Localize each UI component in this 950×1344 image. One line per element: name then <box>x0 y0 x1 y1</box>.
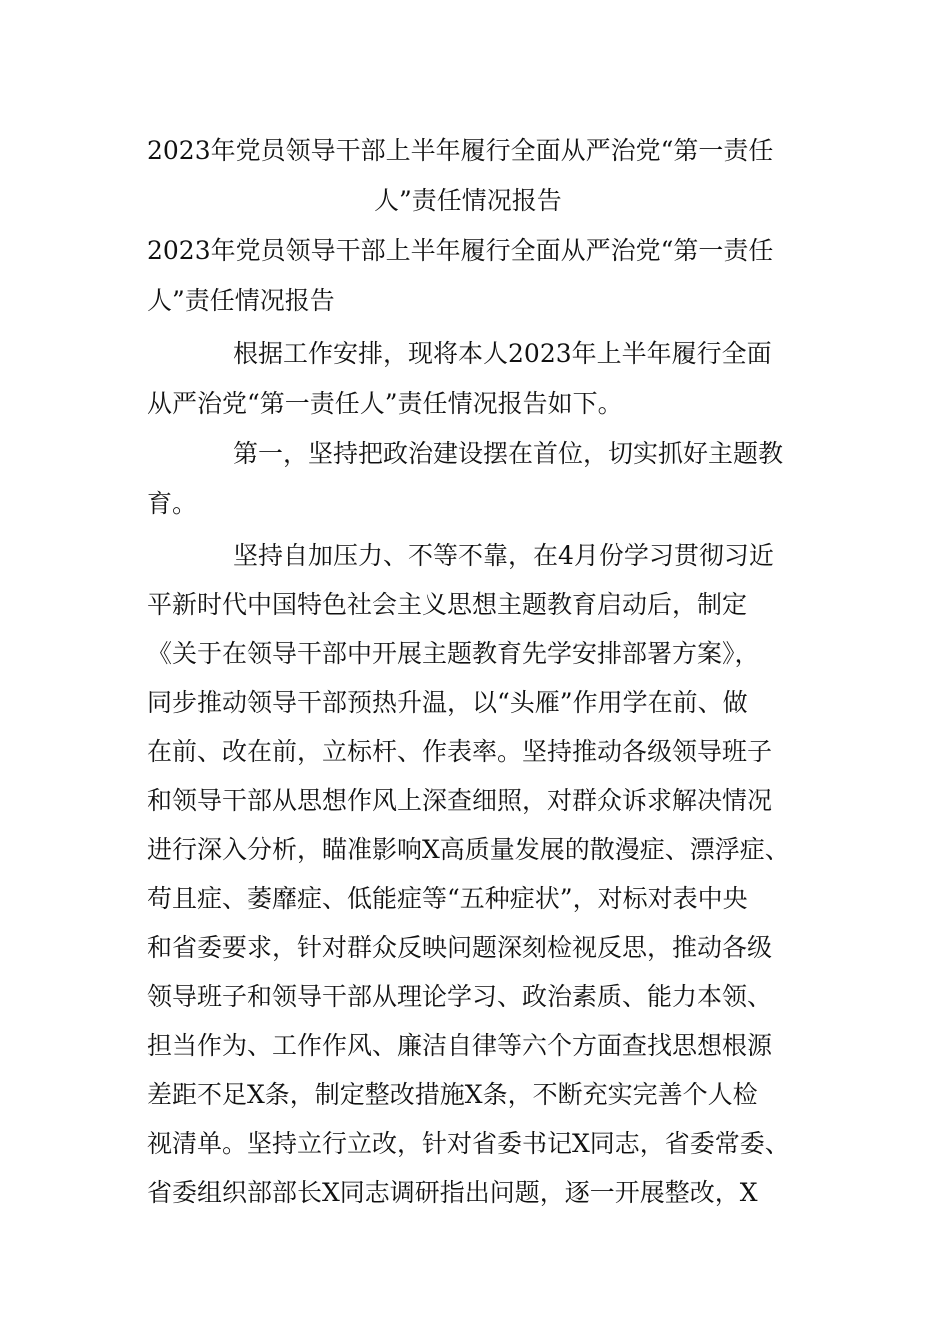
intro-line-1: 根据工作安排，现将本人2023年上半年履行全面 <box>233 339 772 368</box>
section-1-heading-line-1: 第一，坚持把政治建设摆在首位，切实抓好主题教 <box>233 439 784 468</box>
subtitle-line-1: 2023年党员领导干部上半年履行全面从严治党“第一责任 <box>147 236 774 265</box>
body-line-3: 《关于在领导干部中开展主题教育先学安排部署方案》， <box>147 639 760 668</box>
section-1-heading-line-2: 育。 <box>147 489 198 518</box>
body-line-1: 坚持自加压力、不等不靠，在4月份学习贯彻习近 <box>233 541 774 570</box>
body-line-9: 和省委要求，针对群众反映问题深刻检视反思，推动各级 <box>147 933 773 962</box>
title-line-2: 人”责任情况报告 <box>374 186 562 215</box>
body-line-7: 进行深入分析，瞄准影响X高质量发展的散漫症、漂浮症、 <box>147 835 790 864</box>
intro-line-2: 从严治党“第一责任人”责任情况报告如下。 <box>147 389 623 418</box>
title-line-1: 2023年党员领导干部上半年履行全面从严治党“第一责任 <box>147 136 774 165</box>
body-line-4: 同步推动领导干部预热升温，以“头雁”作用学在前、做 <box>147 688 748 717</box>
body-line-12: 差距不足X条，制定整改措施X条，不断充实完善个人检 <box>147 1080 758 1109</box>
body-line-5: 在前、改在前，立标杆、作表率。坚持推动各级领导班子 <box>147 737 773 766</box>
subtitle-line-2: 人”责任情况报告 <box>147 286 335 315</box>
body-line-8: 苟且症、萎靡症、低能症等“五种症状”，对标对表中央 <box>147 884 748 913</box>
body-line-6: 和领导干部从思想作风上深查细照，对群众诉求解决情况 <box>147 786 773 815</box>
body-line-14: 省委组织部部长X同志调研指出问题，逐一开展整改，X <box>147 1178 758 1207</box>
body-line-10: 领导班子和领导干部从理论学习、政治素质、能力本领、 <box>147 982 773 1011</box>
body-line-13: 视清单。坚持立行立改，针对省委书记X同志，省委常委、 <box>147 1129 790 1158</box>
body-line-2: 平新时代中国特色社会主义思想主题教育启动后，制定 <box>147 590 748 619</box>
body-line-11: 担当作为、工作作风、廉洁自律等六个方面查找思想根源 <box>147 1031 773 1060</box>
